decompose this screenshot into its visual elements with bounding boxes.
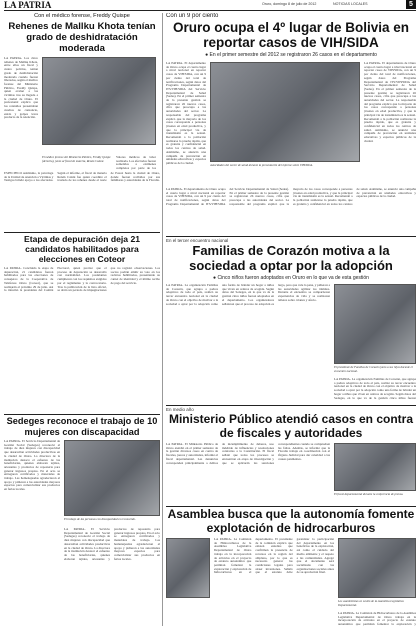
mid-story-photo <box>334 284 416 364</box>
bottom-story-photo <box>166 538 210 598</box>
top-story <box>166 13 416 235</box>
left-mid-story <box>4 234 160 412</box>
mp-story-headline: Ministerio Público atendió casos en contra de fiscales y autoridades <box>168 412 414 440</box>
bottom-story-body-2: LA PATRIA- La Comisión de Hidrocarburos de la Asamblea Legislativa Departamental de Oruro trabaja en la incorporación de artículos en el proyecto de estatuto autonómico que permitan fomentar la exploración y <box>338 612 416 626</box>
top-story-body-right: LA PATRIA- El departamento de Oruro ocupa el cuarto lugar a nivel nacional en reportar casos de VIH/SIDA, con un 9 por ciento del total de notificaciones, según datos del Programa Departamental de ITS/VIH/SIDA del Servicio Departamental de Salud (Sedes). En el primer semestre de la presente gestión se registraron 26 nuevos casos, cifra que preocupa a las autoridades del sector. La responsable del programa explicó que la mayoría de los casos corresponde a personas jóvenes en edad productiva, y que la principal vía de transmisión es la sexual. Recomendó a la población realizarse la prueba rápida, que es gratuita y confidencial en todos los centros de salud. Asimismo, se anunció una campaña de prevención en unidades educativas y espacios públicos de la ciudad. <box>364 62 416 143</box>
page-number: 5 <box>406 0 416 9</box>
newspaper-logo: LA PATRIA <box>4 0 52 10</box>
bottom-story-caption: Los asambleístas en sesión de la Asamblea Legislativa Departamental. <box>338 600 404 607</box>
left-mid-rule <box>4 232 160 233</box>
top-story-photo <box>210 62 360 162</box>
left-top-story <box>4 13 160 231</box>
mp-story-body: LA PATRIA- El Ministerio Público de Oruro atendió en el primer semestre de la gestión diversos casos en contra de fiscales, jueces y autoridades, informó el fiscal departamental. Las denuncias corresponden principalmente a delitos de incumplimiento de deberes, uso indebido de influencias y resoluciones contrarias a la Constitución. El fiscal señaló que todos los procesos se encuentran en etapa de investigación y que se aplicarán las sanciones correspondientes cuando se comprueben las faltas. Además, se informó que la Fiscalía trabaja en coordinación con el Órgano Judicial para dar celeridad a las causas pendientes. <box>166 442 330 465</box>
bullet-icon: ● <box>205 52 210 58</box>
left-bottom-headline: Sedeges reconoce el trabajo de 10 mujeres con discapacidad <box>6 416 158 437</box>
mid-story-headline: Familias de Corazón motiva a la sociedad a optar por la adopción <box>189 243 393 273</box>
mid-story-caption: El presidente de Familias de Corazón junto a sus hijos durante el encuentro nacional. <box>334 366 413 373</box>
top-story-kicker: Con un 9 por ciento <box>166 13 219 19</box>
mid-story-bullet <box>166 275 416 281</box>
left-bottom-body-2: LA PATRIA- El Servicio Departamental de Gestión Social (Sedeges) reconoció el trabajo de diez mujeres con discapacidad que desarrollan actividades productivas en la ciudad de Oruro. La directora de la institución destacó el esfuerzo de las beneficiarias, quienes elaboran tejidos, artesanías y productos de repostería para generar ingresos propios. En el acto se entregaron certificados y materiales de trabajo. Las homenajeadas agradecieron el apoyo y pidieron a las autoridades mayores espacios para comercializar sus productos en ferias locales. <box>64 527 160 561</box>
left-bottom-body: LA PATRIA- El Servicio Departamental de Gestión Social (Sedeges) reconoció el trabajo de diez mujeres con discapacidad que desarrollan actividades productivas en la ciudad de Oruro. La directora de la institución destacó el esfuerzo de las beneficiarias, quienes elaboran tejidos, artesanías y productos de repostería para generar ingresos propios. En el acto se entregaron certificados y materiales de trabajo. Las homenajeadas agradecieron el apoyo y pidieron a las autoridades mayores espacios para comercializar sus productos en ferias locales. <box>4 440 60 492</box>
mid-story-rule <box>166 236 416 237</box>
top-story-caption: Autoridades del sector de salud durante la presentación del informe sobre VIH/SIDA. <box>210 164 313 167</box>
left-mid-headline: Etapa de depuración deja 21 candidatos habilitados para elecciones en Coteor <box>23 234 141 264</box>
left-top-body-3: ESPECIFICO Asimismo, la psicóloga de la Unidad de Atención a Víctimas y Testigos brindó apoyo a los afectados. Según el informe, el fiscal de materia Renán Calani fue quien coordinó el traslado de los rehenes desde el norte de Potosí hasta la ciudad de Oruro, donde fueron recibidos por sus familiares y autoridades de la Fiscalía. <box>4 171 160 183</box>
mp-story-section: En medio año <box>166 407 194 412</box>
left-bottom-photo <box>64 440 160 516</box>
top-story-headline: Oruro ocupa el 4º lugar de Bolivia en reportar casos de VIH/SIDA <box>173 20 409 50</box>
bottom-story <box>166 508 416 628</box>
mid-story-body-2: LA PATRIA- La organización Familias de Corazón, que agrupa a padres adoptivos de todo el país, realizó su tercer encuentro nacional en la ciudad de Oruro con el objetivo de motivar a la sociedad a optar por la adopción como una forma de brindar un hogar a niños que viven en centros de acogida. Según datos del Sedeges, en lo que va de la gestión cinco niños fueron <box>334 378 416 400</box>
left-bottom-caption: El trabajo de las personas con discapacidad es reconocido. <box>64 517 136 521</box>
masthead-rule <box>4 10 416 11</box>
bullet-icon: ● <box>213 275 218 281</box>
left-top-photo <box>42 57 156 145</box>
left-top-caption: El médico forense del Ministerio Público, Freddy Quispe (derecha), junto al fiscal de materia, Renán Calani. <box>42 156 111 163</box>
bottom-story-body: LA PATRIA- La Comisión de Hidrocarburos de la Asamblea Legislativa Departamental de Oruro trabaja en la incorporación de artículos en el proyecto de estatuto autonómico que permitan fomentar la exploración y explotación de hidrocarburos en el departamento. El presidente de la comisión explicó que existen estudios que confirman la presencia de recursos en la región del altiplano, por lo que es necesario generar las condiciones legales para atraer inversiones. Señaló que el estatuto debe garantizar la participación del departamento en los beneficios de la explotación, así como el cuidado del medio ambiente y el respeto a las comunidades. Agregó que el documento será socializado con las organizaciones sociales antes de su aprobación final. <box>214 537 334 575</box>
date-line: Oruro, domingo 8 de julio de 2012 <box>262 2 317 6</box>
mid-story-section: En el tercer encuentro nacional <box>166 238 229 243</box>
bottom-story-headline: Asamblea busca que la autonomía fomente explotación de hidrocarburos <box>167 508 415 535</box>
mid-story-body: LA PATRIA- La organización Familias de Corazón, que agrupa a padres adoptivos de todo el país, realizó su tercer encuentro nacional en la ciudad de Oruro con el objetivo de motivar a la sociedad a optar por la adopción como una forma de brindar un hogar a niños que viven en centros de acogida. Según datos del Sedeges, en lo que va de la gestión cinco niños fueron adoptados en el departamento. Los organizadores señalaron que el proceso de adopción es largo, pero que vale la pena, y pidieron a las autoridades agilizar los trámites. Durante el encuentro se compartieron experiencias de vida y se realizaron talleres sobre crianza y afecto. <box>166 283 330 306</box>
mp-story-photo <box>334 443 416 491</box>
left-bottom-story <box>4 416 160 628</box>
top-story-body-bottom: LA PATRIA- El departamento de Oruro ocupa el cuarto lugar a nivel nacional en reportar casos de VIH/SIDA, con un 9 por ciento del total de notificaciones, según datos del Programa Departamental de ITS/VIH/SIDA del Servicio Departamental de Salud (Sedes). En el primer semestre de la presente gestión se registraron 26 nuevos casos, cifra que preocupa a las autoridades del sector. La responsable del programa explicó que la mayoría de los casos corresponde a personas jóvenes en edad productiva, y que la principal vía de transmisión es la sexual. Recomendó a la población realizarse la prueba rápida, que es gratuita y confidencial en todos los centros de salud. Asimismo, se anunció una campaña de prevención en unidades educativas y espacios públicos de la ciudad. <box>166 187 416 206</box>
mp-story-rule <box>166 405 416 406</box>
column-divider <box>162 13 163 626</box>
left-top-headline: Rehenes de Mallku Khota tenían grado de deshidratación moderada <box>8 21 156 54</box>
bottom-story-rule <box>166 506 416 507</box>
mp-story-caption: El fiscal departamental durante la conferencia de prensa. <box>334 493 404 496</box>
left-bottom-rule <box>4 414 160 415</box>
top-story-body-left: LA PATRIA- El departamento de Oruro ocupa el cuarto lugar a nivel nacional en reportar casos de VIH/SIDA, con un 9 por ciento del total de notificaciones, según datos del Programa Departamental de ITS/VIH/SIDA del Servicio Departamental de Salud (Sedes). En el primer semestre de la presente gestión se registraron 26 nuevos casos, cifra que preocupa a las autoridades del sector. La responsable del programa explicó que la mayoría de los casos corresponde a personas jóvenes en edad productiva, y que la principal vía de transmisión es la sexual. Recomendó a la población realizarse la prueba rápida, que es gratuita y confidencial en todos los centros de salud. Asimismo, se anunció una campaña de prevención en unidades educativas y espacios públicos de la ciudad. <box>166 62 206 165</box>
bottom-story-photo-2 <box>338 538 416 598</box>
left-top-body-2: Valores médicos de labor realizada. Los afectados fueron sometidos a exámenes completos por parte de los <box>116 156 156 170</box>
section-label: NOTICIAS LOCALES <box>333 2 368 6</box>
left-top-body-1: LA PATRIA- Los cinco rehenes de Mallku Khota, entre ellos un fiscal y cuatro policías, tenían grado de deshidratación moderada cuando fueron liberados, según el médico forense del Ministerio Público, Freddy Quispe, quien evaluó a las víctimas tras su llegada a la ciudad de Oruro. El profesional explicó que los retenidos presentaban cuadros de cansancio, estrés y golpes leves producto de la retención. <box>4 57 38 120</box>
mp-story <box>166 407 416 505</box>
left-top-byline: Con el médico forense, Freddy Quispe <box>34 13 130 19</box>
mid-story <box>166 238 416 404</box>
mid-story-bullet-text: Cinco niños fueron adoptados en Oruro en lo que va de esta gestión <box>217 275 369 281</box>
top-story-bullet <box>166 52 416 58</box>
top-story-bullet-text: En el primer semestre del 2012 se registraron 26 casos en el departamento <box>209 52 377 58</box>
left-mid-body: LA PATRIA- Concluida la etapa de depuración, 21 candidatos fueron habilitados para las elecciones de consejeros de la Cooperativa de Teléfonos Oruro (Coteor), que se realizarán el próximo 29 de julio. Así lo informó la presidenta del Comité Electoral, quien precisó que el proceso de depuración se desarrolló con normalidad. Los postulantes cumplieron con los requisitos exigidos por el reglamento y la convocatoria. Tras la publicación de la lista oficial, se abrió un periodo de impugnaciones que no registró observaciones. Los socios podrán emitir su voto en los recintos habilitados, presentando su carnet de identidad y el último recibo de pago del servicio. <box>4 266 160 293</box>
